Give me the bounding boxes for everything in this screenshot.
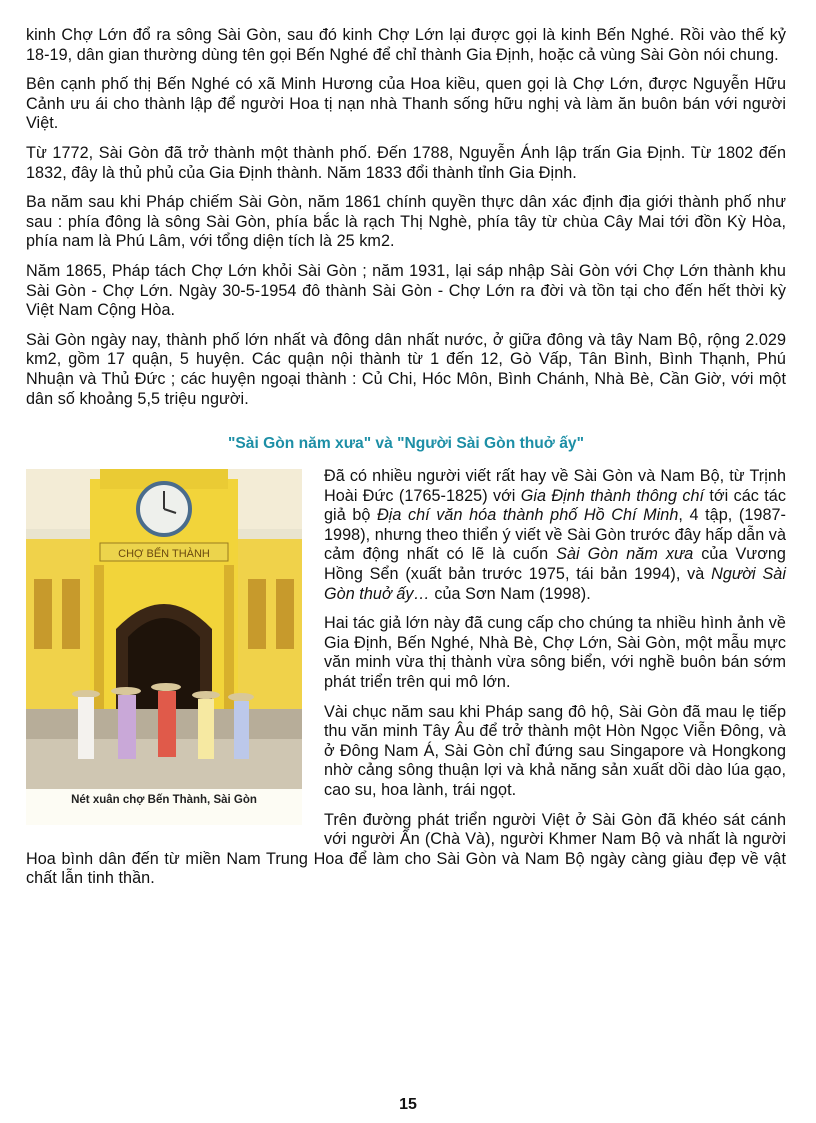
paragraph: Sài Gòn ngày nay, thành phố lớn nhất và đông dân nhất nước, ở giữa đông và tây Nam Bộ, rộng 2.029 km2, gồm 17 quận, 5 huyện. Các quận nội thành từ 1 đến 12, Gò Vấp, Tân Bình, Bình Thạnh, Phú Nhuận và Thủ Đức ; các huyện ngoại thành : Củ Chi, Hóc Môn, Bình Chánh, Nhà Bè, Cần Giờ, với một dân số khoảng 5,5 triệu người. <box>26 330 786 408</box>
paragraph: Hai tác giả lớn này đã cung cấp cho chúng ta nhiều hình ảnh về Gia Định, Bến Nghé, Nhà Bè, Chợ Lớn, Sài Gòn, một mẫu mực văn minh vừa thị thành vừa sông biển, với nghề buôn bán sớm phát triển trên qui mô lớn. <box>324 614 786 692</box>
intro-text: , 4 tập, (1987-1998), nhưng theo thiển ý viết về Sài Gòn trước đây hấp dẫn và cảm động nhất có lẽ là cuốn <box>324 506 786 564</box>
figure-caption: Nét xuân chợ Bến Thành, Sài Gòn <box>71 794 257 807</box>
page-number: 15 <box>399 1096 417 1113</box>
paragraph: Vài chục năm sau khi Pháp sang đô hộ, Sài Gòn đã mau lẹ tiếp thu văn minh Tây Âu để trở thành một Hòn Ngọc Viễn Đông, và ở Đông Nam Á, Sài Gòn chỉ đứng sau Singapore và Hongkong nhờ cảng sông thuận lợi và khả năng sản xuất dồi dào lúa gạo, cao su, hoa lành, trái ngọt. <box>324 702 786 799</box>
intro-text: của Sơn Nam (1998). <box>429 584 591 603</box>
section-heading: "Sài Gòn năm xưa" và "Người Sài Gòn thuở ấy" <box>228 435 584 453</box>
book-title: Địa chí văn hóa thành phố Hồ Chí Minh <box>376 506 679 525</box>
paragraph: Từ 1772, Sài Gòn đã trở thành một thành phố. Đến 1788, Nguyễn Ánh lập trấn Gia Định. Từ 1802 đến 1832, đây là thủ phủ của Gia Định thành. Năm 1833 đổi thành tỉnh Gia Định. <box>26 143 786 182</box>
ben-thanh-market-photo <box>26 469 302 789</box>
paragraph: Bên cạnh phố thị Bến Nghé có xã Minh Hương của Hoa kiều, quen gọi là Chợ Lớn, được Nguyễn Hữu Cảnh ưu ái cho thành lập để người Hoa tị nạn nhà Thanh sống hữu nghị và làm ăn buôn bán với người Việt. <box>26 75 786 133</box>
paragraph: Năm 1865, Pháp tách Chợ Lớn khỏi Sài Gòn ; năm 1931, lại sáp nhập Sài Gòn với Chợ Lớn thành khu Sài Gòn - Chợ Lớn. Ngày 30-5-1954 đô thành Sài Gòn - Chợ Lớn ra đời và tồn tại cho đến hết thời kỳ Việt Nam Cộng Hòa. <box>26 261 786 320</box>
ben-thanh-market-figure <box>26 469 302 825</box>
intro-text: Đã có nhiều người viết rất hay về Sài Gòn và Nam Bộ, từ Trịnh Hoài Đức (1765-1825) với <box>324 467 786 505</box>
paragraph: Ba năm sau khi Pháp chiếm Sài Gòn, năm 1861 chính quyền thực dân xác định địa giới thành phố như sau : phía đông là sông Sài Gòn, phía bắc là rạch Thị Nghè, phía tây từ chùa Cây Mai tới đồn Kỳ Hòa, phía nam là Phú Lâm, với tổng diện tích là 25 km2. <box>26 193 786 251</box>
page-body <box>26 26 786 899</box>
paragraph: kinh Chợ Lớn đổ ra sông Sài Gòn, sau đó kinh Chợ Lớn lại được gọi là kinh Bến Nghé. Rồi vào thế kỷ 18-19, dân gian thường dùng tên gọi Bến Nghé để chỉ thành Gia Định, hoặc cả vùng Sài Gòn nói chung. <box>26 26 786 64</box>
book-title: Người Sài Gòn thuở ấy… <box>324 565 786 603</box>
paragraph: Trên đường phát triển người Việt ở Sài Gòn đã khéo sát cánh với người Ấn (Chà Và), người Khmer Nam Bộ và nhất là người Hoa bình dân đến từ miền Nam Trung Hoa để làm cho Sài Gòn và Nam Bộ ngày càng giàu đẹp về vật chất lẫn tinh thần. <box>26 810 786 888</box>
book-title: Gia Định thành thông chí <box>520 486 705 505</box>
intro-text: của Vương Hồng Sển (xuất bản trước 1975, tái bản 1994), và <box>324 545 786 584</box>
intro-text: tới các tác giả bộ <box>324 486 786 525</box>
market-sign: CHỢ BẾN THÀNH <box>118 548 210 561</box>
book-title: Sài Gòn năm xưa <box>556 545 694 564</box>
